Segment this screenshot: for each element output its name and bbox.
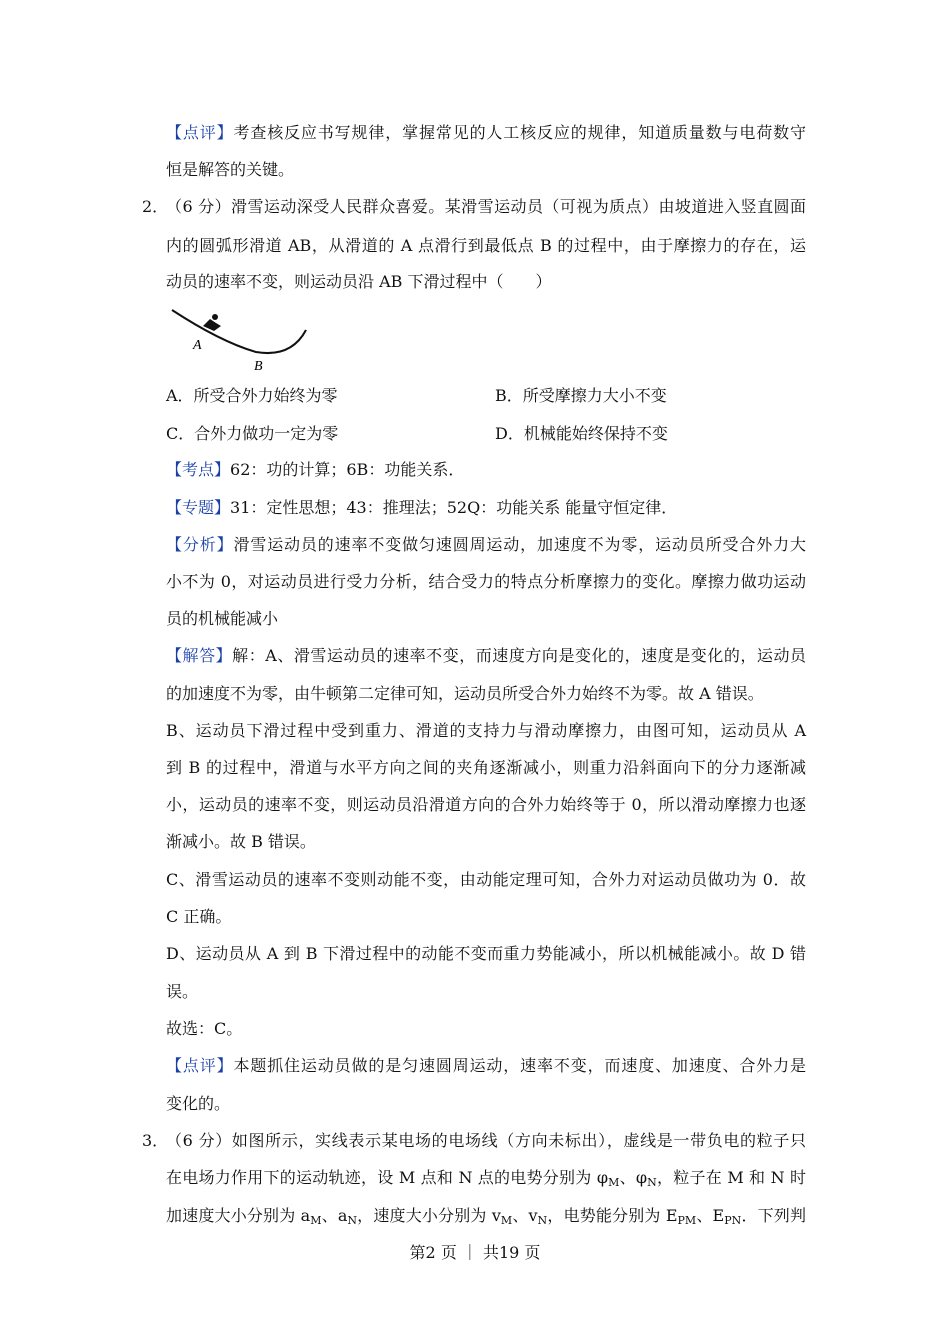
option-d: D．机械能始终保持不变 — [495, 424, 668, 443]
review-tag: 【点评】 — [166, 123, 234, 142]
prev-review-line-1: 【点评】考查核反应书写规律，掌握常见的人工核反应的规律，知道质量数与电荷数守 — [166, 123, 806, 142]
page-footer: 第2 页 ｜ 共19 页 — [409, 1243, 541, 1262]
solution-b-line-3: 小，运动员的速率不变，则运动员沿滑道方向的合外力始终等于 0，所以滑动摩擦力也逐 — [166, 795, 806, 814]
analysis-line-2: 小不为 0，对运动员进行受力分析，结合受力的特点分析摩擦力的变化。摩擦力做功运动 — [166, 572, 806, 591]
analysis-line-3: 员的机械能减小 — [166, 609, 279, 628]
zhuanti-line: 【专题】31：定性思想；43：推理法；52Q：功能关系 能量守恒定律． — [166, 498, 678, 517]
fenxi-tag: 【分析】 — [166, 535, 234, 554]
point-a-label: A — [193, 338, 202, 353]
zhuanti-tag: 【专题】 — [166, 498, 231, 517]
solution-b-line-1: B、运动员下滑过程中受到重力、滑道的支持力与滑动摩擦力，由图可知，运动员从 A — [166, 721, 806, 740]
review-line-1: 【点评】本题抓住运动员做的是匀速圆周运动，速率不变，而速度、加速度、合外力是 — [166, 1056, 806, 1075]
kaodian-tag: 【考点】 — [166, 460, 231, 479]
answer-line: 故选：C。 — [166, 1019, 243, 1038]
question-number: 3． — [142, 1131, 169, 1150]
solution-b-line-2: 到 B 的过程中，滑道与水平方向之间的夹角逐渐减小，则重力沿斜面向下的分力逐渐减 — [166, 758, 806, 777]
option-b: B．所受摩擦力大小不变 — [495, 386, 667, 405]
skier-head — [212, 314, 218, 320]
solution-c-line-2: C 正确。 — [166, 907, 232, 926]
review-tag: 【点评】 — [166, 1056, 234, 1075]
prev-review-line-2: 恒是解答的关键。 — [166, 160, 295, 179]
ski-track-figure — [166, 302, 316, 377]
point-b-label: B — [254, 359, 263, 374]
review-line-2: 变化的。 — [166, 1094, 231, 1113]
jieda-tag: 【解答】 — [166, 646, 233, 665]
kaodian-line: 【考点】62：功的计算；6B：功能关系． — [166, 460, 465, 479]
question-number: 2． — [142, 197, 169, 216]
solution-d-line-1: D、运动员从 A 到 B 下滑过程中的动能不变而重力势能减小，所以机械能减小。故 D 错 — [166, 944, 806, 963]
question-stem-line-1: （6 分）滑雪运动深受人民群众喜爱。某滑雪运动员（可视为质点）由坡道进入竖直圆面 — [166, 197, 806, 216]
q3-stem-line-3: 加速度大小分别为 $a_M$、$a_N$，速度大小分别为 $v_M$、$v_N$，电势能分别为 $E_{PM}$、$E_{PN}$．下列判 — [166, 1206, 806, 1227]
solution-c-line-1: C、滑雪运动员的速率不变则动能不变，由动能定理可知，合外力对运动员做功为 0．故 — [166, 870, 806, 889]
solution-d-line-2: 误。 — [166, 982, 199, 1001]
q3-stem-line-2: 在电场力作用下的运动轨迹，设 M 点和 N 点的电势分别为 $\varphi_M$、$\varphi_N$，粒子在 M 和 N 时 — [166, 1168, 806, 1189]
solution-line-1: 【解答】解：A、滑雪运动员的速率不变，而速度方向是变化的，速度是变化的，运动员 — [166, 646, 806, 665]
question-stem-line-3: 动员的速率不变，则运动员沿 AB 下滑过程中（ ） — [166, 272, 552, 291]
analysis-line-1: 【分析】滑雪运动员的速率不变做匀速圆周运动，加速度不为零，运动员所受合外力大 — [166, 535, 806, 554]
solution-b-line-4: 渐减小。故 B 错误。 — [166, 832, 316, 851]
solution-line-2: 的加速度不为零，由牛顿第二定律可知，运动员所受合外力始终不为零。故 A 错误。 — [166, 684, 764, 703]
q3-stem-line-1: （6 分）如图所示，实线表示某电场的电场线（方向未标出），虚线是一带负电的粒子只 — [166, 1131, 806, 1150]
question-stem-line-2: 内的圆弧形滑道 AB，从滑道的 A 点滑行到最低点 B 的过程中，由于摩擦力的存在，运 — [166, 236, 806, 255]
option-a: A．所受合外力始终为零 — [166, 386, 338, 405]
option-c: C．合外力做功一定为零 — [166, 424, 339, 443]
